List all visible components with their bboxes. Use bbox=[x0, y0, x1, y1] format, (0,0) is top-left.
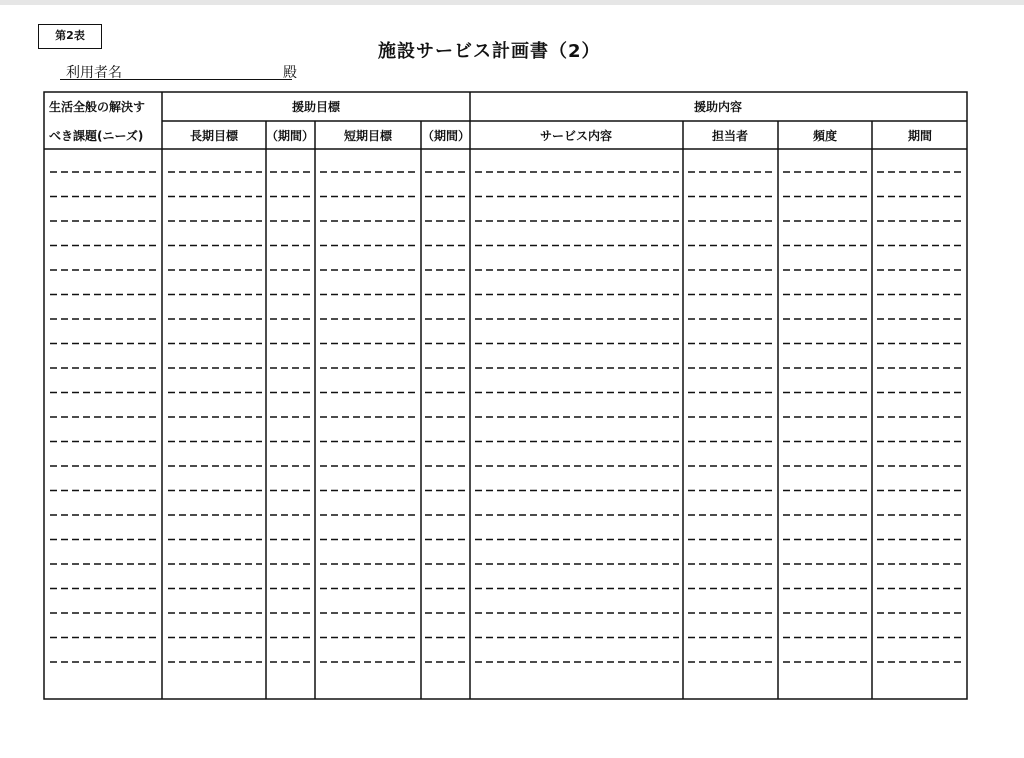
long-term-period-header: （期間） bbox=[265, 129, 315, 143]
form-title: 施設サービス計画書（2） bbox=[378, 41, 601, 62]
long-term-goal-header: 長期目標 bbox=[189, 129, 239, 143]
short-term-goal-header: 短期目標 bbox=[343, 129, 393, 143]
needs-header-line2: べき課題(ニーズ) bbox=[49, 129, 144, 143]
goals-group-header: 援助目標 bbox=[291, 100, 341, 114]
table-frame bbox=[44, 92, 967, 699]
frequency-header: 頻度 bbox=[812, 129, 838, 143]
user-name-honorific: 殿 bbox=[283, 65, 297, 81]
content-group-header: 援助内容 bbox=[693, 100, 743, 114]
needs-header-line1: 生活全般の解決す bbox=[49, 100, 146, 114]
dashed-row-guides bbox=[50, 172, 962, 662]
form-number-badge: 第2表 bbox=[38, 24, 102, 49]
period-header: 期間 bbox=[907, 129, 933, 143]
service-content-header: サービス内容 bbox=[539, 129, 613, 143]
user-name-label: 利用者名 bbox=[66, 65, 122, 81]
person-in-charge-header: 担当者 bbox=[711, 129, 749, 143]
short-term-period-header: （期間） bbox=[421, 129, 471, 143]
